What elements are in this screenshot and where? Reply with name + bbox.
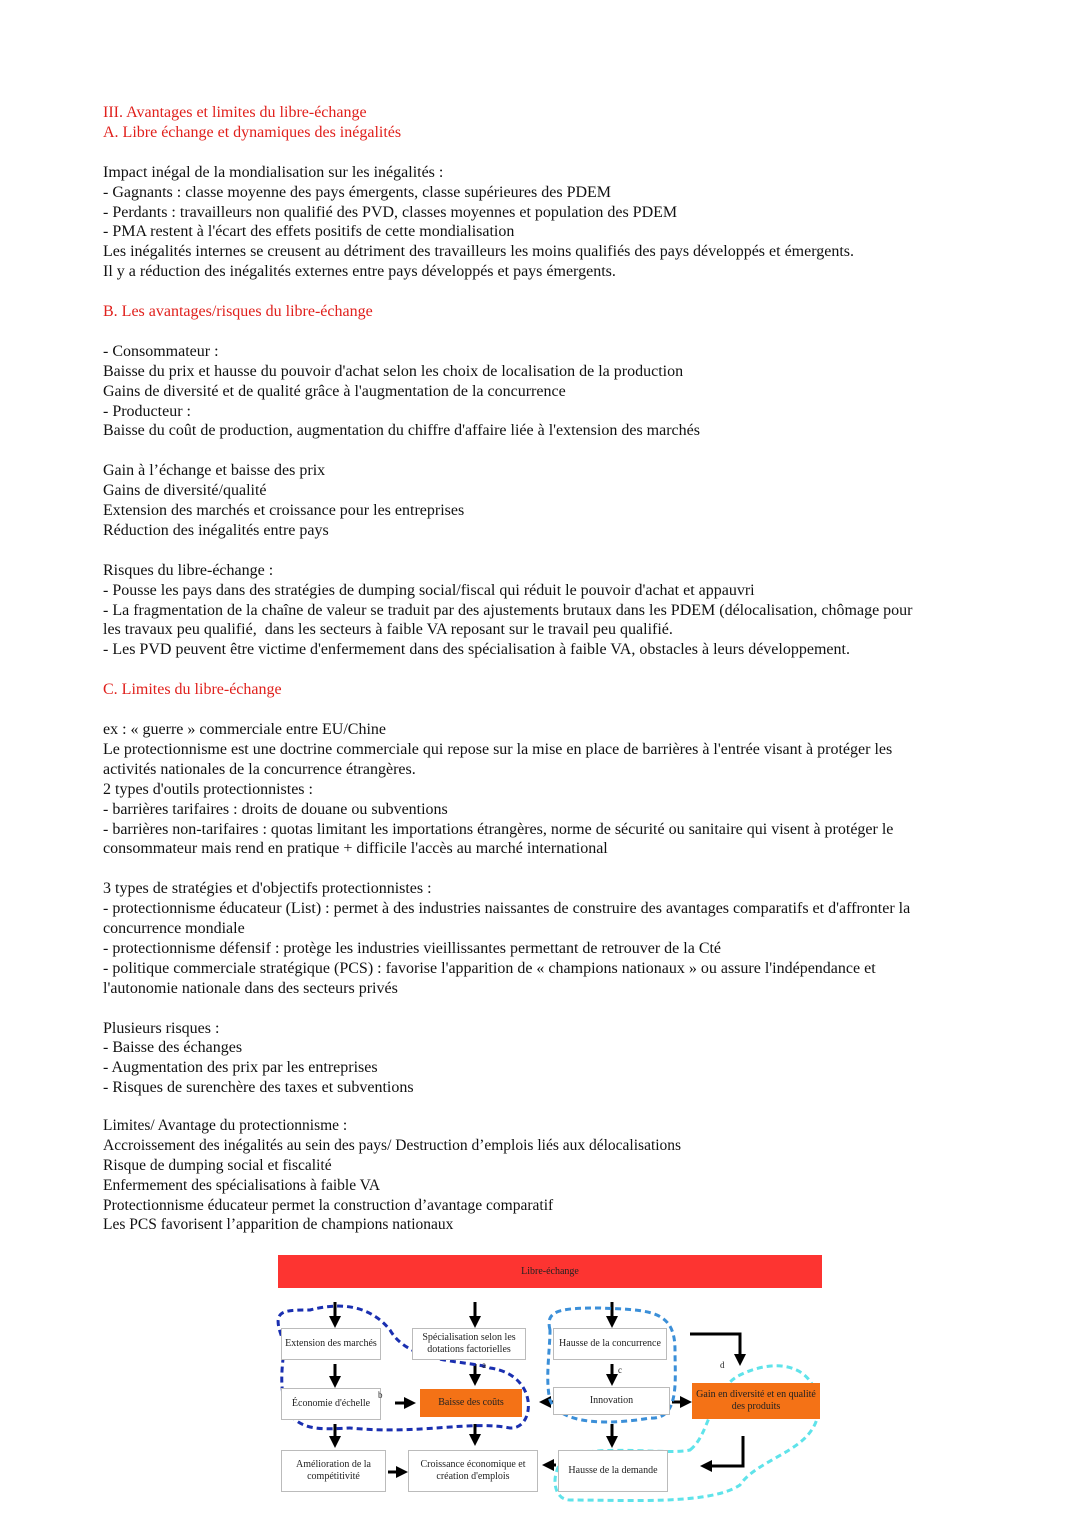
text-line: Risque de dumping social et fiscalité	[103, 1156, 332, 1174]
text-line: - barrières non-tarifaires : quotas limitant les importations étrangères, norme de sécurité ou sanitaire qui visent à protéger le	[103, 820, 894, 838]
text-line	[103, 700, 983, 720]
text-line: Les PCS favorisent l’apparition de champions nationaux	[103, 1216, 454, 1234]
text-line: Accroissement des inégalités au sein des pays/ Destruction d’emplois liés aux délocalisations	[103, 1136, 682, 1154]
text-line: - barrières tarifaires : droits de douane ou subventions	[103, 800, 448, 818]
box-amelioration: Amélioration de la compétitivité	[281, 1450, 386, 1492]
free-trade-diagram	[270, 1250, 830, 1510]
label-c: c	[618, 1365, 622, 1375]
text-line: ex : « guerre » commerciale entre EU/Chine	[103, 720, 386, 738]
text-line	[103, 143, 983, 163]
text-line: Protectionnisme éducateur permet la construction d’avantage comparatif	[103, 1196, 554, 1214]
text-line: Gain à l’échange et baisse des prix	[103, 462, 326, 480]
text-line: 2 types d'outils protectionnistes :	[103, 780, 313, 798]
text-line: Enfermement des spécialisations à faible VA	[103, 1176, 381, 1194]
section-heading: III. Avantages et limites du libre-échange	[103, 104, 367, 121]
box-extension: Extension des marchés	[281, 1328, 381, 1360]
text-line: - Les PVD peuvent être victime d'enfermement dans des spécialisation à faible VA, obstacles à leurs développement.	[103, 641, 850, 659]
text-line: Gains de diversité/qualité	[103, 482, 267, 500]
section-heading: A. Libre échange et dynamiques des inégalités	[103, 123, 402, 141]
text-line: - protectionnisme éducateur (List) : permet à des industries naissantes de construire des avantages comparatifs et d'affronter la	[103, 900, 911, 918]
box-innovation: Innovation	[553, 1387, 670, 1415]
text-line: Les inégalités internes se creusent au détriment des travailleurs les moins qualifiés des pays développés et émergents.	[103, 243, 855, 261]
text-line	[103, 660, 983, 680]
text-line	[103, 999, 983, 1019]
text-line: Réduction des inégalités entre pays	[103, 521, 329, 539]
label-a: a	[482, 1360, 486, 1370]
text-line: concurrence mondiale	[103, 920, 245, 938]
text-line: l'autonomie nationale dans des secteurs privés	[103, 979, 398, 997]
text-line: - Producteur :	[103, 402, 191, 420]
text-line: - Risques de surenchère des taxes et subventions	[103, 1079, 414, 1097]
section-heading: B. Les avantages/risques du libre-échange	[103, 303, 373, 321]
document-body	[103, 103, 983, 1098]
text-line: - protectionnisme défensif : protège les industries vieillissantes permettant de retrouver de la Cté	[103, 939, 722, 957]
text-line: activités nationales de la concurrence étrangères.	[103, 760, 416, 778]
text-line	[103, 282, 983, 302]
text-line: Baisse du prix et hausse du pouvoir d'achat selon les choix de localisation de la production	[103, 362, 684, 380]
text-line: 3 types de stratégies et d'objectifs protectionnistes :	[103, 880, 432, 898]
box-demande: Hausse de la demande	[558, 1450, 668, 1492]
box-croissance: Croissance économique et création d'emplois	[408, 1450, 538, 1492]
box-baisse: Baisse des coûts	[420, 1389, 522, 1417]
box-concurrence: Hausse de la concurrence	[553, 1328, 667, 1360]
text-line: Extension des marchés et croissance pour les entreprises	[103, 502, 465, 520]
text-line: consommateur mais rend en pratique + difficile l'accès au marché international	[103, 840, 608, 858]
text-line	[103, 859, 983, 879]
text-line: Il y a réduction des inégalités externes entre pays développés et pays émergents.	[103, 263, 616, 281]
text-line: - La fragmentation de la chaîne de valeur se traduit par des ajustements brutaux dans les PDEM (délocalisation, chômage pour	[103, 601, 913, 619]
text-line: Limites/ Avantage du protectionnisme :	[103, 1117, 348, 1134]
section-heading: C. Limites du libre-échange	[103, 681, 282, 699]
text-line: - PMA restent à l'écart des effets positifs de cette mondialisation	[103, 223, 515, 241]
text-line: Impact inégal de la mondialisation sur les inégalités :	[103, 163, 444, 181]
text-line: Gains de diversité et de qualité grâce à l'augmentation de la concurrence	[103, 382, 566, 400]
text-line	[103, 441, 983, 461]
text-line: - Gagnants : classe moyenne des pays émergents, classe supérieures des PDEM	[103, 183, 612, 201]
text-line: - Perdants : travailleurs non qualifié des PVD, classes moyennes et population des PDEM	[103, 203, 678, 221]
text-line: - Consommateur :	[103, 342, 219, 360]
label-d: d	[720, 1360, 725, 1370]
text-line: Plusieurs risques :	[103, 1019, 220, 1037]
text-line	[103, 322, 983, 342]
text-line: - politique commerciale stratégique (PCS) : favorise l'apparition de « champions nationaux » ou assure l'indépendance et	[103, 959, 876, 977]
box-specialisation: Spécialisation selon les dotations factorielles	[412, 1328, 526, 1360]
text-line: Baisse du coût de production, augmentation du chiffre d'affaire liée à l'extension des marchés	[103, 422, 700, 440]
box-economie: Économie d'échelle	[281, 1388, 381, 1420]
text-line: - Augmentation des prix par les entreprises	[103, 1059, 378, 1077]
text-line: - Pousse les pays dans des stratégies de dumping social/fiscal qui réduit le pouvoir d'achat et appauvri	[103, 581, 755, 599]
text-line	[103, 541, 983, 561]
box-gain: Gain en diversité et en qualité des produits	[692, 1383, 820, 1419]
protectionism-summary	[103, 1116, 983, 1235]
label-b: b	[378, 1390, 383, 1400]
text-line: - Baisse des échanges	[103, 1039, 243, 1057]
text-line: Le protectionnisme est une doctrine commerciale qui repose sur la mise en place de barrières à l'entrée visant à protéger les	[103, 740, 893, 758]
text-line: Risques du libre-échange :	[103, 561, 274, 579]
text-line: les travaux peu qualifié, dans les secteurs à faible VA reposant sur le travail peu qualifié.	[103, 621, 673, 639]
libre-echange-bar: Libre-échange	[278, 1255, 822, 1288]
